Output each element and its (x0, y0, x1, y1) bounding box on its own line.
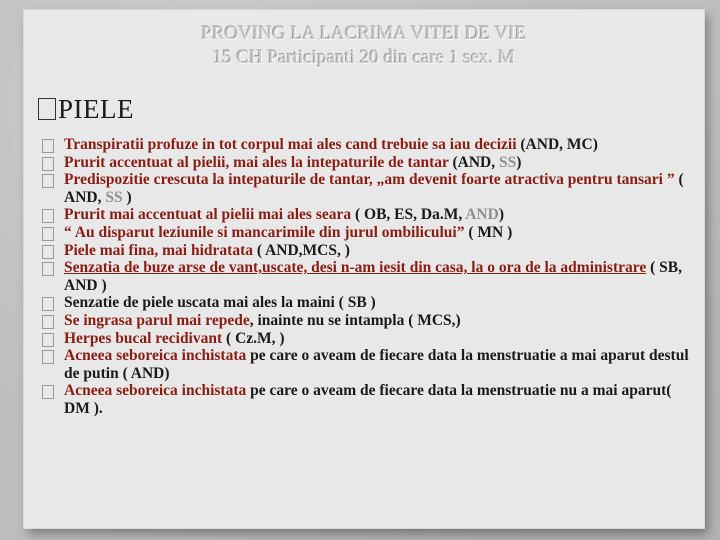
symptom-text-segment: AND (465, 206, 499, 224)
symptom-text-segment: ( MN ) (464, 223, 513, 241)
section-heading-text: PIELE (58, 94, 134, 124)
bullet-box-icon (42, 315, 54, 329)
symptom-text-segment: ) (498, 206, 504, 224)
symptom-text-segment: ( AND,MCS, ) (253, 241, 350, 259)
symptom-text-segment: Prurit accentuat al pielii, mai ales la intepaturile de tantar (64, 153, 449, 171)
bullet-box-icon (42, 209, 54, 223)
bullet-box-icon (42, 174, 54, 188)
symptom-item (42, 242, 698, 260)
symptom-text-segment: Transpiratii profuze in tot corpul mai ales cand trebuie sa iau decizii (64, 136, 517, 153)
bullet-box-icon (42, 139, 54, 153)
symptom-text-segment: Senzatia de buze arse de vant,uscate, desi n-am iesit din casa, la o ora de la administrare (64, 259, 647, 277)
symptom-text-segment: SS (498, 153, 517, 171)
symptom-item (42, 136, 698, 154)
symptom-text-segment: Se ingrasa parul mai repede (64, 311, 250, 329)
symptom-text-segment: ( Cz.M, ) (222, 329, 285, 347)
symptom-text-segment: Acneea seboreica inchistata (64, 347, 247, 365)
slide-title (24, 22, 704, 70)
symptom-text-segment: SS (105, 188, 123, 206)
bullet-box-icon (42, 333, 54, 347)
symptom-text-segment: ( SB, AND ) (64, 259, 682, 294)
symptom-item (42, 259, 698, 294)
symptom-text-segment: (AND, MC) (516, 136, 598, 153)
symptom-text-segment: Prurit mai accentuat al pielii mai ales seara (64, 206, 352, 224)
symptom-text-segment: ( DM ). (64, 382, 672, 417)
symptom-item (42, 330, 698, 348)
symptom-text-segment: Herpes bucal recidivant (64, 329, 223, 347)
symptom-text-segment: Acneea seboreica inchistata (64, 382, 247, 400)
symptom-text-segment: ) (122, 188, 132, 206)
section-heading (38, 94, 134, 125)
symptom-text-segment: (AND, (448, 153, 499, 171)
slide (24, 10, 704, 528)
title-line-2: 15 CH Participanti 20 din care 1 sex. M (212, 47, 516, 68)
bullet-box-icon (42, 262, 54, 276)
symptom-text-segment: ) (516, 153, 522, 171)
symptom-text-segment: , inainte nu se intampla ( MCS,) (249, 311, 461, 329)
title-line-1: PROVING LA LACRIMA VITEI DE VIE (201, 23, 527, 44)
symptom-item (42, 347, 698, 382)
symptom-item (42, 224, 698, 242)
symptom-text-segment: ( SB ) (334, 294, 376, 312)
symptom-item (42, 154, 698, 172)
symptom-item (42, 294, 698, 312)
bullet-box-icon (42, 157, 54, 171)
symptom-text-segment: pe care o aveam de fiecare data la menstruatie nu a mai aparut (246, 382, 667, 400)
symptom-item (42, 206, 698, 224)
bullet-box-icon (42, 350, 54, 364)
symptom-text-segment: ( OB, ES, Da.M, (351, 206, 466, 224)
bullet-box-icon (42, 245, 54, 259)
symptom-text-segment: Predispozitie crescuta la intepaturile de tantar, „am devenit foarte atractiva pentru tansari ” (64, 171, 675, 189)
symptom-item (42, 382, 698, 417)
symptom-text-segment: ( AND, (64, 171, 684, 206)
symptom-list (42, 136, 698, 418)
bullet-box-icon (42, 297, 54, 311)
bullet-box-icon (42, 227, 54, 241)
symptom-text-segment: “ Au disparut leziunile si mancarimile din jurul ombilicului” (64, 223, 465, 241)
bullet-box-icon (42, 385, 54, 399)
symptom-text-segment: Piele mai fina, mai hidratata (64, 241, 253, 259)
symptom-text-segment: pe care o aveam de fiecare data la menstruatie a mai aparut destul de putin (64, 347, 689, 382)
symptom-item (42, 312, 698, 330)
symptom-item (42, 171, 698, 206)
symptom-text-segment: Senzatie de piele uscata mai ales la maini (64, 294, 335, 312)
bullet-box-icon (38, 98, 56, 120)
symptom-text-segment: ( AND) (118, 364, 170, 382)
